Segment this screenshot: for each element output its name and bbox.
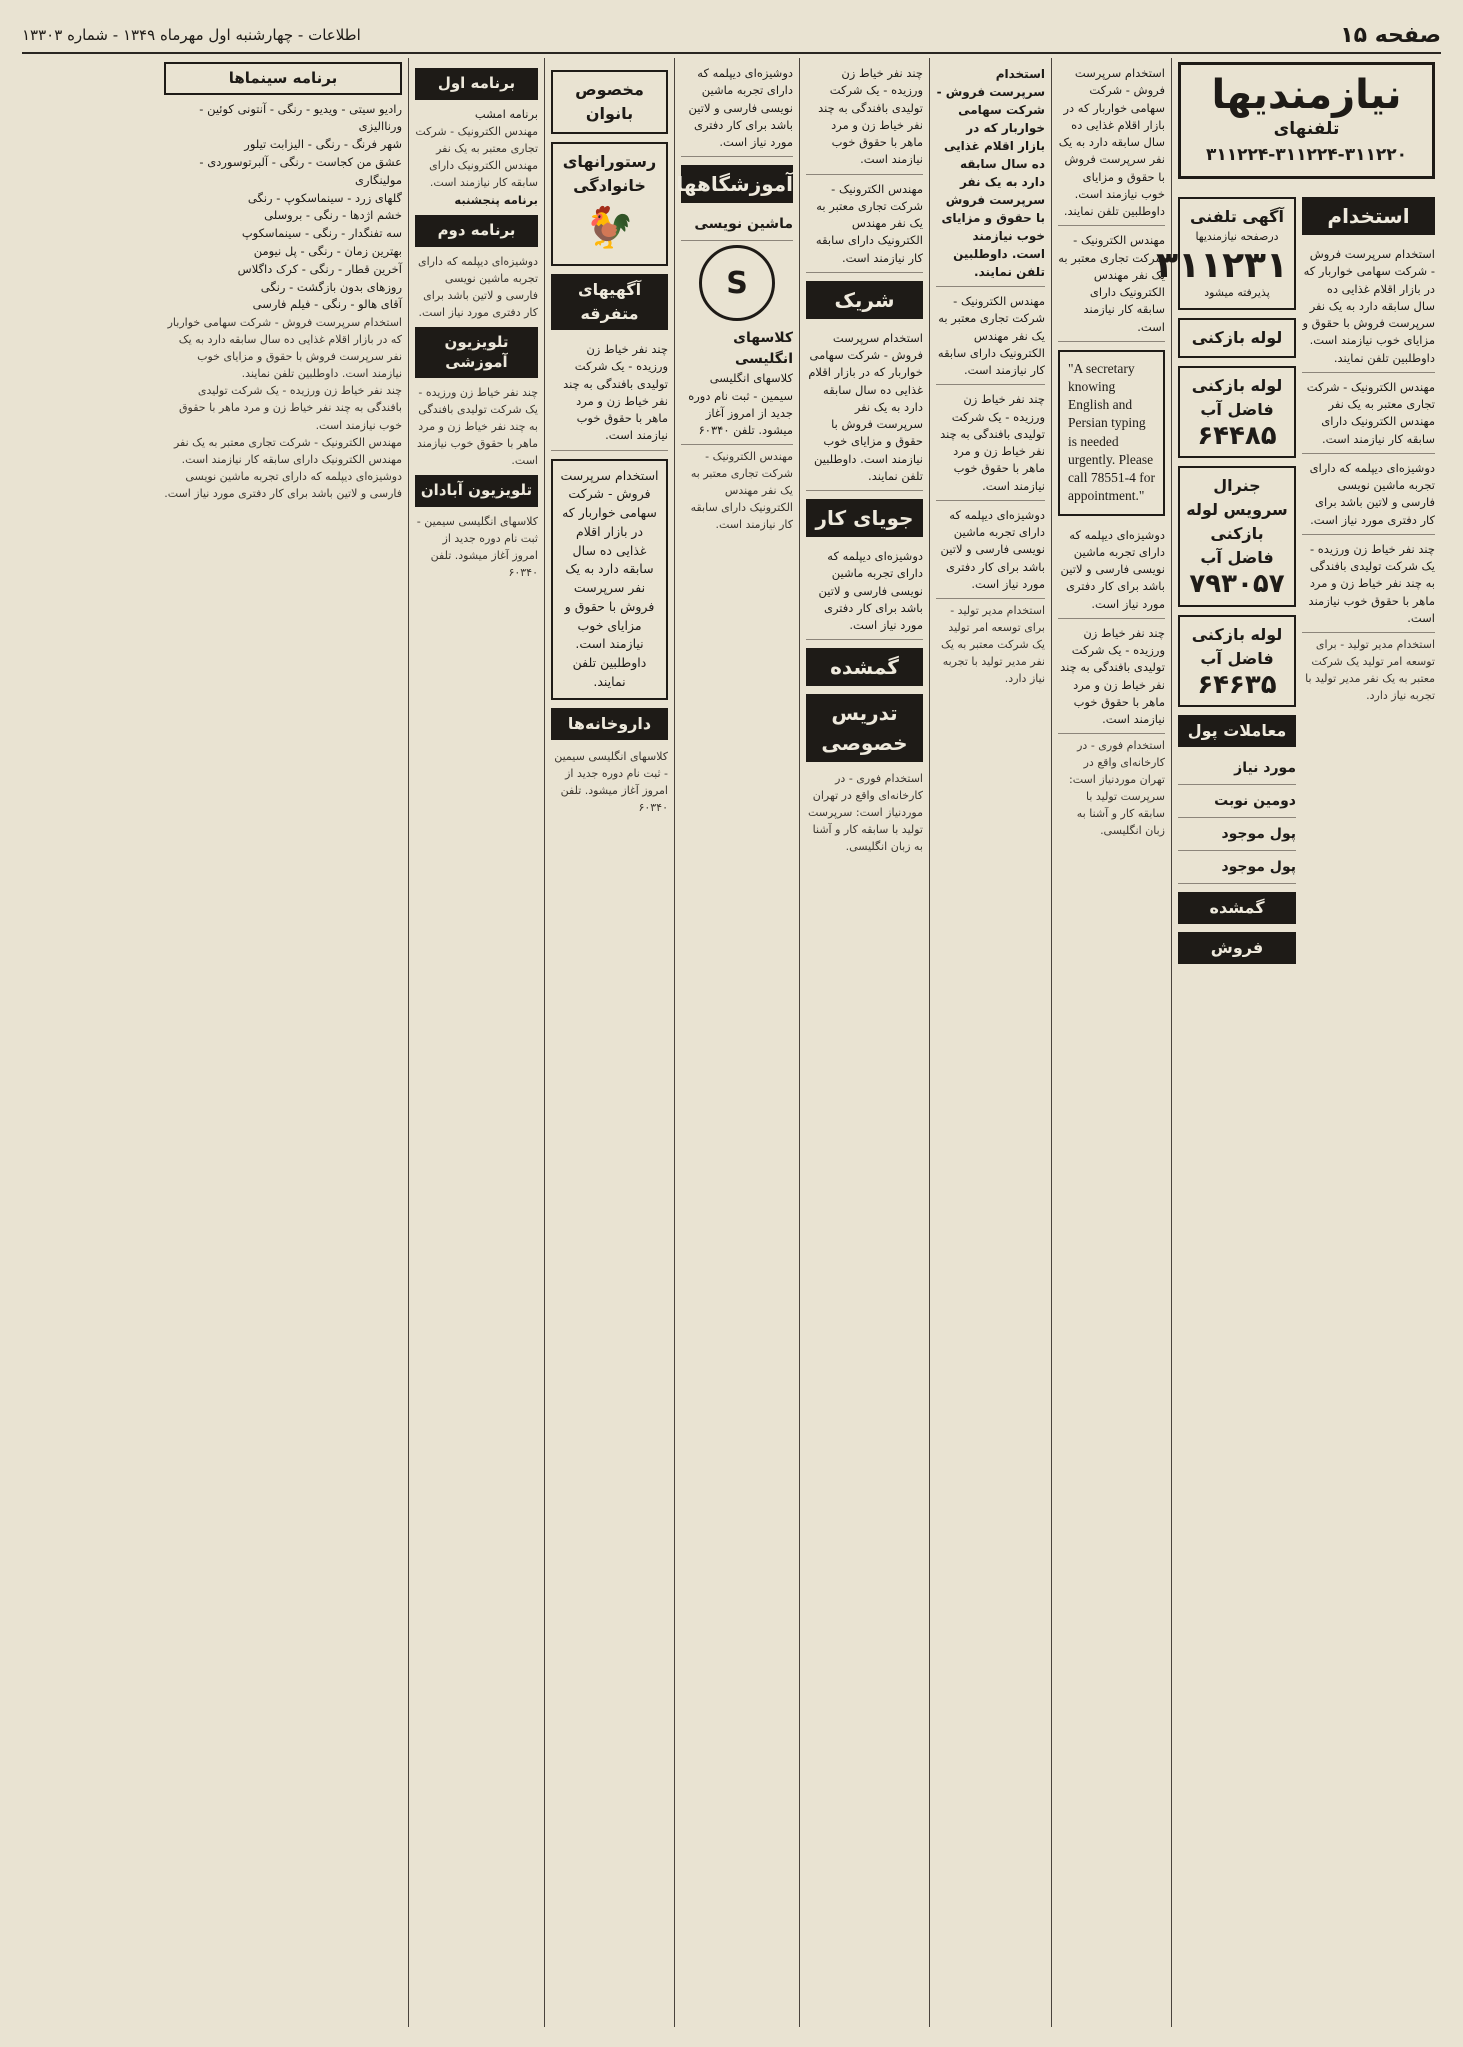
cinema-item: آقای هالو - رنگی - فیلم فارسی bbox=[252, 297, 402, 312]
plumbing-ad-3 bbox=[1178, 466, 1296, 607]
ad-title: پول موجود bbox=[1221, 859, 1296, 876]
list-item bbox=[681, 211, 793, 241]
page-number: صفحه ۱۵ bbox=[1340, 22, 1441, 48]
filler-text: چند نفر خیاط زن ورزیده - یک شرکت تولیدی بافندگی به چند نفر خیاط زن و مرد ماهر با حقوق خوب نیازمند است. bbox=[179, 384, 402, 432]
ad-text: استخدام سرپرست فروش - شرکت سهامی خواربار که در بازار اقلام غذایی ده سال سابقه دارد به یک نفر سرپرست فروش با حقوق و مزایای خوب نیازمند است. داوطلبین تلفن نمایند. bbox=[808, 330, 923, 483]
ad-text: چند نفر خیاط زن ورزیده - یک شرکت تولیدی بافندگی به چند نفر خیاط زن و مرد ماهر با حقوق خوب نیازمند است. bbox=[818, 66, 923, 167]
school-logo-icon: S bbox=[699, 245, 775, 321]
filler-text: استخدام سرپرست فروش - شرکت سهامی خواربار که در بازار اقلام غذایی ده سال سابقه دارد به یک نفر سرپرست فروش با حقوق و مزایای خوب نیازمند است. داوطلبین تلفن نمایند. bbox=[167, 316, 402, 381]
section-pharmacies: داروخانه‌ها bbox=[551, 708, 668, 740]
ad-number: ۶۴۶۳۵ bbox=[1197, 669, 1277, 700]
ad-text: کلاسهای انگلیسی سیمین - ثبت نام دوره جدید از امروز آغاز میشود. تلفن ۶۰۳۴۰ bbox=[688, 371, 793, 437]
ad-number: ۷۹۳۰۵۷ bbox=[1189, 569, 1285, 600]
ad-text: دوشیزه‌ای دیپلمه که دارای تجربه ماشین نویسی فارسی و لاتین باشد برای کار دفتری مورد نیاز است. bbox=[818, 549, 923, 632]
list-item bbox=[1058, 524, 1165, 619]
column-2 bbox=[1051, 58, 1171, 2027]
ad-text: استخدام سرپرست فروش - شرکت سهامی خواربار که در بازار اقلام غذایی ده سال سابقه دارد به یک نفر سرپرست فروش با حقوق و مزایای خوب نیازمند است. داوطلبین تلفن نمایند. bbox=[1302, 247, 1435, 365]
filler-text: دوشیزه‌ای دیپلمه که دارای تجربه ماشین نویسی فارسی و لاتین باشد برای کار دفتری مورد نیاز است. bbox=[164, 469, 402, 500]
plumbing-ad-1 bbox=[1178, 318, 1296, 358]
list-item bbox=[806, 62, 923, 175]
page-header bbox=[22, 18, 1441, 54]
ad-title: جنرال سرویس لوله بازکنی فاضل آب bbox=[1186, 476, 1288, 568]
section-lost-2: گمشده bbox=[806, 648, 923, 686]
list-item bbox=[1058, 229, 1165, 342]
tv-second-program: برنامه دوم bbox=[415, 215, 538, 247]
filler-text: چند نفر خیاط زن ورزیده - یک شرکت تولیدی بافندگی به چند نفر خیاط زن و مرد ماهر با حقوق خوب نیازمند است. bbox=[417, 386, 538, 468]
ad-title: پول موجود bbox=[1221, 826, 1296, 843]
list-item bbox=[551, 338, 668, 451]
column-4 bbox=[799, 58, 929, 2027]
list-item bbox=[1178, 854, 1296, 884]
ad-title: لوله بازکنی فاضل آب bbox=[1191, 375, 1283, 419]
list-item bbox=[936, 388, 1045, 501]
column-tv bbox=[408, 58, 544, 2027]
ad-text: مهندس الکترونیک - شرکت تجاری معتبر به یک نفر مهندس الکترونیک دارای سابقه کار نیازمند است. bbox=[815, 181, 923, 265]
list-item bbox=[806, 178, 923, 273]
list-item bbox=[681, 325, 793, 445]
list-item bbox=[681, 62, 793, 157]
tv-first-program: برنامه اول bbox=[415, 68, 538, 100]
plumbing-ad-4 bbox=[1178, 615, 1296, 708]
cinema-item: سه تفنگدار - رنگی - سینماسکوپ bbox=[241, 226, 402, 241]
section-job-seeking: جویای کار bbox=[806, 499, 923, 537]
tv-tonight: برنامه امشب bbox=[474, 106, 538, 121]
english-secretary-ad bbox=[1058, 350, 1165, 516]
column-3 bbox=[929, 58, 1051, 2027]
phone-ad-number: ۳۱۱۲۳۱ bbox=[1156, 244, 1288, 286]
filler-text: استخدام مدیر تولید - برای توسعه امر تولید یک شرکت معتبر به یک نفر مدیر تولید با تجربه نیاز دارد. bbox=[1305, 638, 1435, 703]
rooster-icon: 🐓 bbox=[584, 205, 635, 251]
columns bbox=[22, 58, 1441, 2027]
phone-ad-title: آگهی تلفنی bbox=[1190, 207, 1284, 226]
cinema-item: بهترین زمان - رنگی - پل نیومن bbox=[253, 244, 402, 258]
list-item bbox=[1302, 538, 1435, 633]
ad-text: استخدام سرپرست فروش - شرکت سهامی خواربار که در بازار اقلام غذایی ده سال سابقه دارد به یک نفر سرپرست فروش با حقوق و مزایای خوب نیازمند است. داوطلبین تلفن نمایند. bbox=[560, 467, 659, 689]
column-cinema bbox=[158, 58, 408, 2027]
list-item bbox=[936, 62, 1045, 287]
cinema-title: برنامه سینماها bbox=[164, 62, 402, 95]
cinema-item: گلهای زرد - سینماسکوپ - رنگی bbox=[247, 190, 402, 205]
list-item bbox=[936, 290, 1045, 385]
cinema-item: عشق من کجاست - رنگی - آلبرتوسوردی - مولینگاری bbox=[199, 154, 402, 187]
filler-text: استخدام فوری - در کارخانه‌ای واقع در تهران موردنیاز است: سرپرست تولید با سابقه کار و آشنا به زبان انگلیسی. bbox=[807, 772, 923, 854]
ad-title: لوله بازکنی فاضل آب bbox=[1191, 624, 1283, 668]
ad-text: مهندس الکترونیک - شرکت تجاری معتبر به یک نفر مهندس الکترونیک دارای سابقه کار نیازمند است. bbox=[1306, 379, 1435, 446]
classifieds-phones: تلفنهای ۳۱۱۲۲۰-۳۱۱۲۲۴-۳۱۱۲۲۴ bbox=[1206, 119, 1407, 165]
calligraphy-ad bbox=[551, 459, 668, 700]
list-item bbox=[1302, 376, 1435, 454]
cinema-item: شهر فرنگ - رنگی - الیزابت تیلور bbox=[244, 137, 402, 152]
ad-text: چند نفر خیاط زن ورزیده - یک شرکت تولیدی بافندگی به چند نفر خیاط زن و مرد ماهر با حقوق خوب نیازمند است. bbox=[940, 392, 1045, 493]
ad-text: چند نفر خیاط زن ورزیده - یک شرکت تولیدی بافندگی به چند نفر خیاط زن و مرد ماهر با حقوق خوب نیازمند است. bbox=[1308, 541, 1435, 625]
ad-title: مورد نیاز bbox=[1234, 760, 1296, 777]
section-misc: آگهیهای متفرقه bbox=[551, 274, 668, 330]
classifieds-masthead bbox=[1178, 62, 1435, 179]
section-schools: آموزشگاهها bbox=[681, 165, 793, 203]
ad-title: ماشین نویسی bbox=[694, 216, 793, 233]
list-item bbox=[1178, 821, 1296, 851]
ad-text: دوشیزه‌ای دیپلمه که دارای تجربه ماشین نویسی فارسی و لاتین باشد برای کار دفتری مورد نیاز است. bbox=[940, 507, 1045, 591]
section-employment: استخدام bbox=[1302, 197, 1435, 235]
ad-text: مهندس الکترونیک - شرکت تجاری معتبر به یک نفر مهندس الکترونیک دارای سابقه کار نیازمند است. bbox=[937, 294, 1045, 377]
tv-thursday: برنامه پنجشنبه bbox=[454, 192, 538, 207]
filler-text: مهندس الکترونیک - شرکت تجاری معتبر به یک نفر مهندس الکترونیک دارای سابقه کار نیازمند است. bbox=[415, 125, 538, 190]
tv-educational: تلویزیون آموزشی bbox=[415, 327, 538, 378]
phone-ad-subtitle: درصفحه نیازمندیها bbox=[1195, 230, 1279, 243]
ad-text: چند نفر خیاط زن ورزیده - یک شرکت تولیدی بافندگی به چند نفر خیاط زن و مرد ماهر با حقوق خوب نیازمند است. bbox=[563, 342, 668, 443]
ladies-box bbox=[551, 70, 668, 134]
publication-line: اطلاعات - چهارشنبه اول مهرماه ۱۳۴۹ - شماره ۱۳۳۰۳ bbox=[22, 26, 361, 44]
cinema-item: رادیو سیتی - ویدیو - رنگی - آنتونی کوئین - ورناالیزی bbox=[199, 101, 402, 134]
section-sale: فروش bbox=[1178, 932, 1296, 964]
column-5 bbox=[674, 58, 799, 2027]
cinema-item: آخرین قطار - رنگی - کرک داگلاس bbox=[237, 261, 402, 276]
restaurants-box bbox=[551, 142, 668, 266]
tv-abadan: تلویزیون آبادان bbox=[415, 475, 538, 507]
section-partner: شریک bbox=[806, 281, 923, 319]
filler-text: استخدام فوری - در کارخانه‌ای واقع در تهران موردنیاز است: سرپرست تولید با سابقه کار و آشنا به زبان انگلیسی. bbox=[1069, 739, 1165, 838]
ad-text: مهندس الکترونیک - شرکت تجاری معتبر به یک نفر مهندس الکترونیک دارای سابقه کار نیازمند است. bbox=[1058, 233, 1165, 334]
cinema-item: خشم اژدها - رنگی - بروسلی bbox=[264, 208, 402, 223]
section-private-teaching: تدریس خصوصی bbox=[806, 694, 923, 762]
column-6 bbox=[544, 58, 674, 2027]
ad-text: دوشیزه‌ای دیپلمه که دارای تجربه ماشین نویسی فارسی و لاتین باشد برای کار دفتری مورد نیاز است. bbox=[1309, 460, 1435, 527]
column-classifieds-index bbox=[1156, 58, 1441, 2027]
filler-text: دوشیزه‌ای دیپلمه که دارای تجربه ماشین نویسی فارسی و لاتین باشد برای کار دفتری مورد نیاز است. bbox=[418, 254, 538, 319]
ad-title: دومین نوبت bbox=[1214, 793, 1296, 810]
filler-text: مهندس الکترونیک - شرکت تجاری معتبر به یک نفر مهندس الکترونیک دارای سابقه کار نیازمند است. bbox=[173, 435, 402, 466]
filler-text: استخدام مدیر تولید - برای توسعه امر تولید یک شرکت معتبر به یک نفر مدیر تولید با تجربه نیاز دارد. bbox=[941, 604, 1045, 686]
classifieds-title: نیازمندیها bbox=[1211, 72, 1402, 118]
ad-text: استخدام سرپرست فروش - شرکت سهامی خواربار که در بازار اقلام غذایی ده سال سابقه دارد به یک نفر سرپرست فروش با حقوق و مزایای خوب نیازمند است. داوطلبین تلفن نمایند. bbox=[1058, 66, 1165, 218]
section-lost: گمشده bbox=[1178, 892, 1296, 924]
list-item bbox=[806, 327, 923, 491]
section-financial: معاملات پول bbox=[1178, 715, 1296, 747]
ad-text: استخدام سرپرست فروش - شرکت سهامی خواربار که در بازار اقلام غذایی ده سال سابقه دارد به یک نفر سرپرست فروش با حقوق و مزایای خوب نیازمند است. داوطلبین تلفن نمایند. bbox=[936, 67, 1045, 279]
ad-text: "A secretary knowing English and Persian typing is needed urgently. Please call 78551-4 for appointment." bbox=[1068, 360, 1155, 504]
list-item bbox=[806, 545, 923, 640]
ad-text: چند نفر خیاط زن ورزیده - یک شرکت تولیدی بافندگی به چند نفر خیاط زن و مرد ماهر با حقوق خوب نیازمند است. bbox=[1060, 625, 1165, 726]
ad-text: دوشیزه‌ای دیپلمه که دارای تجربه ماشین نویسی فارسی و لاتین باشد برای کار دفتری مورد نیاز است. bbox=[688, 66, 793, 149]
cinema-item: روزهای بدون بازگشت - رنگی bbox=[260, 279, 402, 294]
ad-title: لوله بازکنی bbox=[1191, 327, 1283, 347]
phone-ad-note: پذیرفته میشود bbox=[1204, 286, 1270, 300]
ad-title: کلاسهای انگلیسی bbox=[733, 330, 793, 368]
ad-title: رستورانهای خانوادگی bbox=[562, 152, 657, 195]
filler-text: کلاسهای انگلیسی سیمین - ثبت نام دوره جدید از امروز آغاز میشود. تلفن ۶۰۳۴۰ bbox=[554, 749, 668, 814]
filler-text: کلاسهای انگلیسی سیمین - ثبت نام دوره جدید از امروز آغاز میشود. تلفن ۶۰۳۴۰ bbox=[416, 514, 538, 579]
ad-number: ۶۴۴۸۵ bbox=[1197, 420, 1277, 451]
list-item bbox=[1058, 62, 1165, 226]
list-item bbox=[936, 504, 1045, 599]
list-item bbox=[1302, 457, 1435, 535]
ad-title: مخصوص بانوان bbox=[575, 80, 644, 123]
list-item bbox=[1302, 243, 1435, 373]
list-item bbox=[1058, 622, 1165, 735]
ad-text: دوشیزه‌ای دیپلمه که دارای تجربه ماشین نویسی فارسی و لاتین باشد برای کار دفتری مورد نیاز است. bbox=[1060, 527, 1165, 611]
filler-text: مهندس الکترونیک - شرکت تجاری معتبر به یک نفر مهندس الکترونیک دارای سابقه کار نیازمند است. bbox=[690, 450, 793, 532]
phone-ad-box bbox=[1156, 197, 1296, 310]
list-item bbox=[1178, 788, 1296, 818]
list-item bbox=[1178, 755, 1296, 785]
plumbing-ad-2 bbox=[1178, 366, 1296, 459]
